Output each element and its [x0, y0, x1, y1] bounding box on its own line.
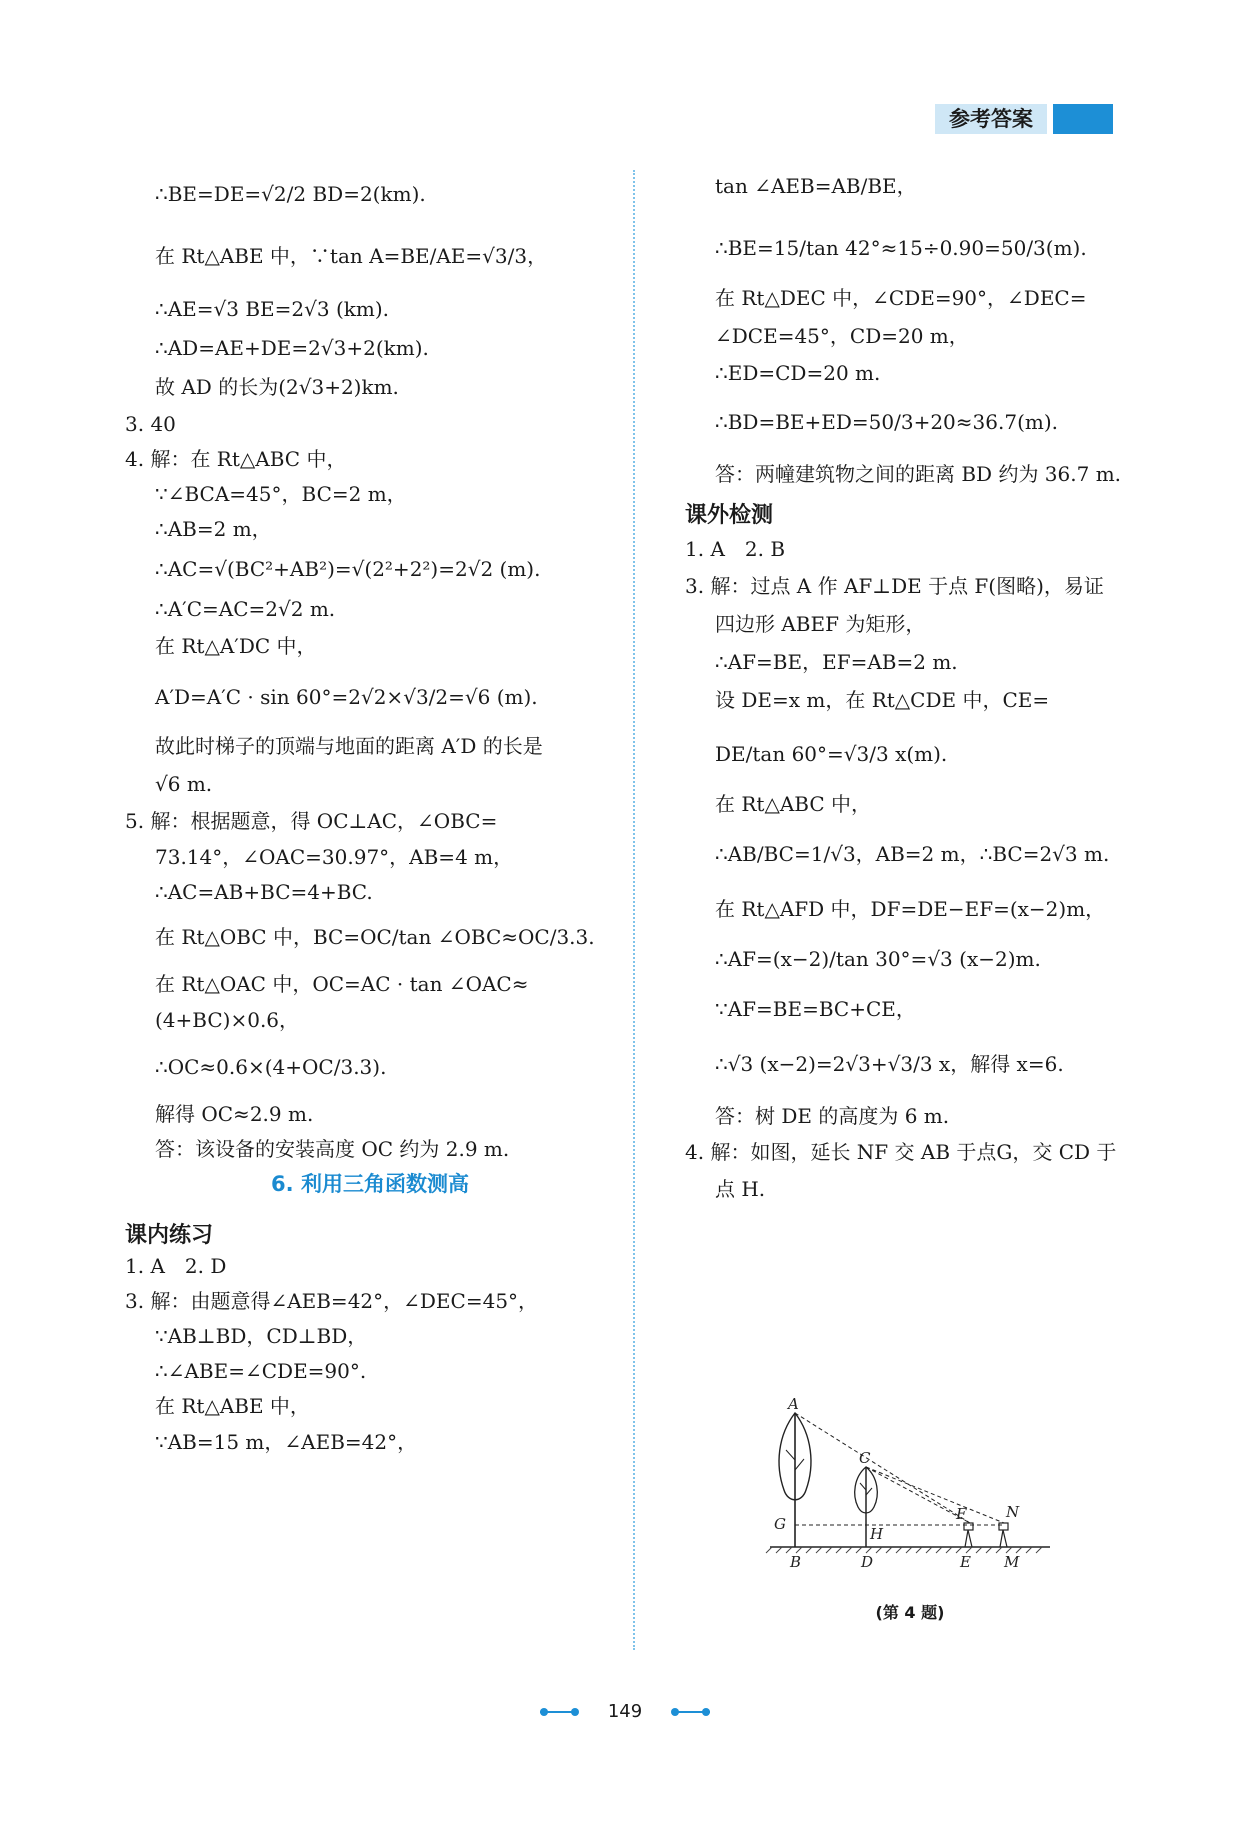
answer-line: ∴AC=AB+BC=4+BC. — [155, 880, 373, 904]
answer-line: 在 Rt△ABE 中，∵tan A=BE/AE=√3/3， — [155, 244, 548, 268]
sight-line-a — [795, 1413, 970, 1523]
answer-line: A′D=A′C · sin 60°=2√2×√3/2=√6 (m). — [155, 685, 538, 709]
answer-line: tan ∠AEB=AB/BE， — [715, 174, 917, 198]
label-a: A — [788, 1395, 799, 1413]
answer-line: 在 Rt△ABE 中， — [155, 1394, 310, 1418]
answer-line: ∴∠ABE=∠CDE=90°. — [155, 1359, 367, 1383]
answer-line: ∵AB⊥BD，CD⊥BD， — [155, 1324, 368, 1348]
label-f: F — [956, 1505, 967, 1523]
answer-line: 4. 解：如图，延长 NF 交 AB 于点G，交 CD 于 — [685, 1140, 1117, 1164]
answer-line: ∴AF=(x−2)/tan 30°=√3 (x−2)m. — [715, 947, 1041, 971]
answer-line: 5. 解：根据题意，得 OC⊥AC，∠OBC= — [125, 809, 498, 833]
answer-line: ∴A′C=AC=2√2 m. — [155, 597, 336, 621]
answer-line: 在 Rt△AFD 中，DF=DE−EF=(x−2)m， — [715, 897, 1106, 921]
answer-line: 故 AD 的长为(2√3+2)km. — [155, 375, 399, 399]
answer-line: 在 Rt△ABC 中， — [715, 792, 872, 816]
header-bar — [1053, 104, 1113, 134]
label-g: G — [774, 1515, 786, 1533]
answer-line: 点 H. — [715, 1177, 766, 1201]
ground-hatching — [766, 1547, 1042, 1553]
answer-line: ∴BE=DE=√2/2 BD=2(km). — [155, 182, 426, 206]
answer-line: 在 Rt△OBC 中，BC=OC/tan ∠OBC≈OC/3.3. — [155, 925, 595, 949]
observer-mn — [999, 1523, 1008, 1547]
answer-line: 73.14°，∠OAC=30.97°，AB=4 m， — [155, 845, 514, 869]
answer-line: 故此时梯子的顶端与地面的距离 A′D 的长是 — [155, 734, 543, 758]
label-e: E — [960, 1553, 971, 1571]
observer-ef — [964, 1523, 973, 1547]
answer-line: ∴BE=15/tan 42°≈15÷0.90=50/3(m). — [715, 236, 1087, 260]
answer-line: ∴√3 (x−2)=2√3+√3/3 x，解得 x=6. — [715, 1052, 1064, 1076]
label-c: C — [859, 1449, 871, 1467]
answer-line: ∴BD=BE+ED=50/3+20≈36.7(m). — [715, 410, 1058, 434]
answer-line: ∴ED=CD=20 m. — [715, 361, 881, 385]
answer-line: ∵AB=15 m，∠AEB=42°， — [155, 1430, 418, 1454]
answer-line: 解得 OC≈2.9 m. — [155, 1102, 314, 1126]
header-label: 参考答案 — [935, 104, 1047, 134]
label-d: D — [861, 1553, 874, 1571]
sight-line-c — [866, 1467, 970, 1523]
answer-line: ∴AB=2 m， — [155, 517, 272, 541]
section-heading: 课外检测 — [685, 503, 774, 528]
figure-caption: (第 4 题) — [875, 1603, 945, 1622]
answer-line: 在 Rt△OAC 中，OC=AC · tan ∠OAC≈ — [155, 972, 529, 996]
sight-line-n — [866, 1467, 1004, 1523]
column-divider — [633, 170, 635, 1650]
answer-line: 3. 解：过点 A 作 AF⊥DE 于点 F(图略)，易证 — [685, 574, 1104, 598]
answer-line: 3. 40 — [125, 412, 176, 436]
answer-line: ∴AF=BE，EF=AB=2 m. — [715, 650, 958, 674]
answer-line: (4+BC)×0.6， — [155, 1008, 300, 1032]
header-tag — [935, 104, 1113, 134]
answer-line: 1. A 2. D — [125, 1254, 227, 1278]
answer-line: 3. 解：由题意得∠AEB=42°，∠DEC=45°， — [125, 1289, 539, 1313]
answer-line: ∴OC≈0.6×(4+OC/3.3). — [155, 1055, 387, 1079]
answer-line: 答：该设备的安装高度 OC 约为 2.9 m. — [155, 1137, 510, 1161]
answer-line: ∴AC=√(BC²+AB²)=√(2²+2²)=2√2 (m). — [155, 557, 541, 581]
answer-line: √6 m. — [155, 772, 213, 796]
answer-line: ∵AF=BE=BC+CE， — [715, 997, 916, 1021]
tree-height-figure — [760, 1395, 1060, 1585]
answer-line: 答：两幢建筑物之间的距离 BD 约为 36.7 m. — [715, 462, 1122, 486]
answer-line: 在 Rt△DEC 中，∠CDE=90°，∠DEC= — [715, 286, 1087, 310]
answer-line: ∵∠BCA=45°，BC=2 m， — [155, 482, 407, 506]
answer-line: 1. A 2. B — [685, 537, 786, 561]
label-h: H — [870, 1525, 884, 1543]
answer-line: ∴AE=√3 BE=2√3 (km). — [155, 297, 390, 321]
answer-line: 答：树 DE 的高度为 6 m. — [715, 1104, 950, 1128]
answer-line: 四边形 ABEF 为矩形， — [715, 612, 926, 636]
answer-line: ∴AB/BC=1/√3，AB=2 m，∴BC=2√3 m. — [715, 842, 1110, 866]
label-n: N — [1006, 1503, 1020, 1521]
answer-line: DE/tan 60°=√3/3 x(m). — [715, 742, 948, 766]
label-b: B — [790, 1553, 802, 1571]
answer-line: 设 DE=x m，在 Rt△CDE 中，CE= — [715, 688, 1050, 712]
answer-line: ∴AD=AE+DE=2√3+2(km). — [155, 336, 429, 360]
section-heading: 课内练习 — [125, 1223, 214, 1248]
page-number: 149 — [607, 1701, 643, 1722]
answer-line: 在 Rt△A′DC 中， — [155, 634, 317, 658]
footer — [0, 1697, 1250, 1727]
label-m: M — [1004, 1553, 1020, 1571]
answer-line: ∠DCE=45°，CD=20 m， — [715, 324, 969, 348]
section-title: 6. 利用三角函数测高 — [271, 1172, 469, 1196]
answer-line: 4. 解：在 Rt△ABC 中， — [125, 447, 347, 471]
